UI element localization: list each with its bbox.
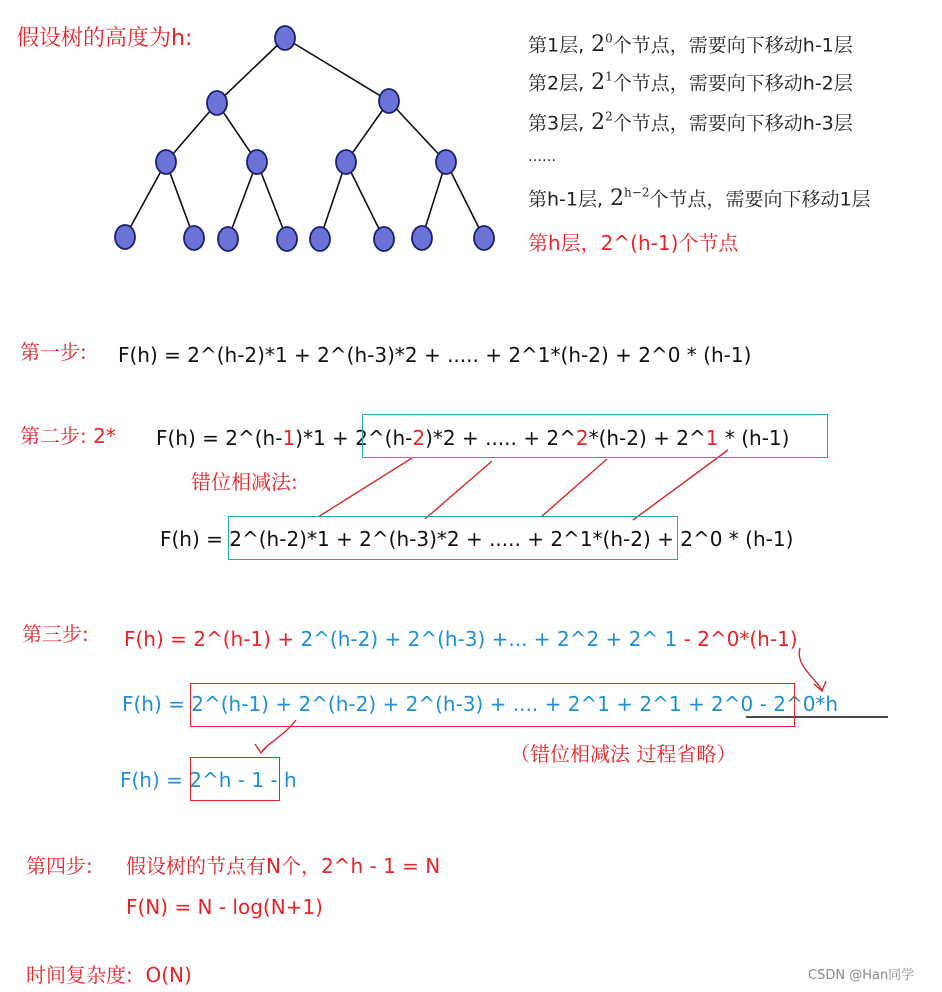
- step3-label: 第三步:: [22, 622, 89, 646]
- step3-line3: F(h) = 2^h - 1 - h: [120, 768, 297, 792]
- step3-line3-box: [190, 757, 280, 801]
- step2-label: 第二步: 2*: [20, 424, 116, 448]
- tree-node-l2-a: [207, 91, 227, 115]
- tree-node-l3-a: [156, 150, 176, 174]
- step3-line1: F(h) = 2^(h-1) + 2^(h-2) + 2^(h-3) +... + 2^2 + 2^ 1 - 2^0*(h-1): [124, 627, 798, 651]
- step1-label: 第一步:: [20, 340, 87, 364]
- step2-method: 错位相减法:: [191, 470, 298, 494]
- step4-line2: F(N) = N - log(N+1): [126, 895, 323, 919]
- tree-node-l4-h: [474, 226, 494, 250]
- layer-3: 第3层, $2^2$个节点，需要向下移动h-3层: [528, 110, 853, 136]
- tree-node-l4-e: [310, 227, 330, 251]
- tree-node-l4-f: [374, 227, 394, 251]
- layer-h-1: 第h-1层, $2^{h-2}$个节点，需要向下移动1层: [528, 186, 871, 212]
- tree-node-l4-c: [218, 227, 238, 251]
- layer-1: 第1层, $2^0$个节点，需要向下移动h-1层: [528, 32, 853, 58]
- layer-ellipsis: ……: [528, 149, 556, 165]
- tree-node-l3-d: [436, 150, 456, 174]
- tree-node-l2-b: [379, 89, 399, 113]
- step1-formula: F(h) = 2^(h-2)*1 + 2^(h-3)*2 + ..... + 2^1*(h-2) + 2^0 * (h-1): [118, 343, 752, 367]
- tree-node-l4-g: [412, 226, 432, 250]
- layer-h: 第h层，2^(h-1)个节点: [528, 231, 739, 255]
- step3-line2: F(h) = 2^(h-1) + 2^(h-2) + 2^(h-3) + .... + 2^1 + 2^1 + 2^0 - 2^0*h: [122, 692, 839, 716]
- shift-lines: [318, 450, 728, 520]
- step3-note: （错位相减法 过程省略）: [510, 742, 737, 766]
- tree-node-l4-b: [184, 226, 204, 250]
- tree-node-l3-c: [336, 150, 356, 174]
- layer-2: 第2层, $2^1$个节点，需要向下移动h-2层: [528, 70, 853, 96]
- step4-line1: 假设树的节点有N个，2^h - 1 = N: [126, 854, 441, 878]
- tree-node-l3-b: [247, 150, 267, 174]
- tree-node-root: [275, 26, 295, 50]
- title-tree-height: 假设树的高度为h:: [17, 26, 193, 51]
- tree-node-l4-d: [277, 227, 297, 251]
- step3-line2-box: [190, 683, 795, 727]
- complexity: 时间复杂度: O(N): [26, 963, 192, 987]
- tree-node-l4-a: [115, 225, 135, 249]
- step2-line2: F(h) = 2^(h-2)*1 + 2^(h-3)*2 + ..... + 2^1*(h-2) + 2^0 * (h-1): [160, 527, 794, 551]
- step4-label: 第四步:: [26, 854, 93, 878]
- step2-top-box: [362, 414, 828, 458]
- watermark: CSDN @Han同学: [808, 968, 915, 983]
- step2-bottom-box: [228, 516, 678, 560]
- step2-line1: F(h) = 2^(h-1)*1 + 2^(h-2)*2 + ..... + 2^2*(h-2) + 2^1 * (h-1): [156, 426, 790, 450]
